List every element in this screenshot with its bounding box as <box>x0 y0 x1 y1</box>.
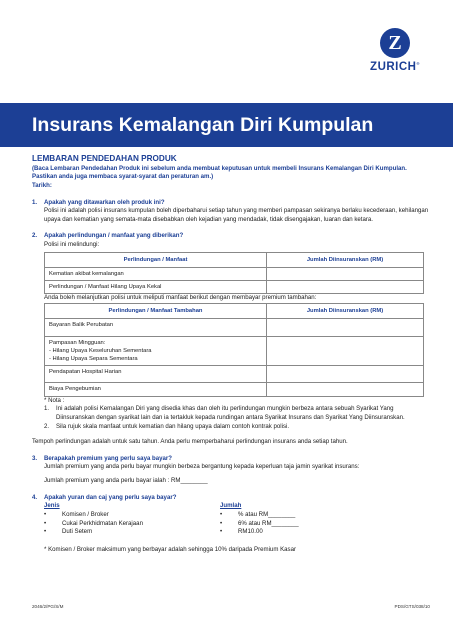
list-item: • RM10.00 <box>220 528 263 536</box>
table-row: Biaya Pengebumian <box>45 383 424 396</box>
optional-benefits-intro: Anda boleh melanjutkan polisi untuk meliputi manfaat berikut dengan membayar premium tambahan: <box>44 294 317 302</box>
table-row: Kematian akibat kemalangan <box>45 267 424 280</box>
zurich-logo-word: ZURICH® <box>370 61 420 73</box>
coverage-period: Tempoh perlindungan adalah untuk satu tahun. Anda perlu memperbaharui perlindungan insurans anda setiap tahun. <box>32 438 348 446</box>
question-1-answer: Polisi ini adalah polisi insurans kumpulan boleh diperbaharui setiap tahun yang memberi pampasan sekiranya berlaku kecederaan, kehilangan upaya dan kematian yang semata-mata disebabkan oleh kejadian yang mendadak, tidak disengajakan, luaran dan ketara. <box>44 207 429 223</box>
footer-code-left: 2046/2/PG/S/M <box>32 604 64 609</box>
table-row: Perlindungan / Manfaat Hilang Upaya Kekal <box>45 281 424 294</box>
footer-code-right: PDS/GTS/038/10 <box>394 604 430 609</box>
table-row: Pendapatan Hospital Harian <box>45 366 424 383</box>
title-banner: Insurans Kemalangan Diri Kumpulan <box>0 103 453 147</box>
question-3-answer: Jumlah premium yang anda perlu bayar mungkin berbeza bergantung kepada keperluan taja jamin syarikat insurans: <box>44 463 360 471</box>
question-3: 3. Berapakah premium yang perlu saya bayar? <box>32 454 173 462</box>
fees-col-type: Jenis <box>44 502 60 510</box>
note-item: 2. Sila rujuk skala manfaat untuk kematian dan hilang upaya dalam contoh kontrak polisi. <box>44 422 290 430</box>
zurich-logo <box>367 28 423 73</box>
table-header: Perlindungan / Manfaat Tambahan <box>45 304 267 319</box>
date-label: Tarikh: <box>32 181 52 189</box>
table-header: Jumlah Diinsuranskan (RM) <box>267 304 424 319</box>
question-4: 4. Apakah yuran dan caj yang perlu saya bayar? <box>32 493 177 501</box>
list-item: • Cukai Perkhidmatan Kerajaan <box>44 519 143 527</box>
optional-benefits-table <box>44 303 424 397</box>
question-2-sub: Polisi ini melindungi: <box>44 241 100 249</box>
table-row: Bayaran Balik Perubatan <box>45 319 424 336</box>
doc-heading: LEMBARAN PENDEDAHAN PRODUK <box>32 154 177 163</box>
benefits-table <box>44 252 424 295</box>
table-header: Perlindungan / Manfaat <box>45 252 267 267</box>
question-2: 2. Apakah perlindungan / manfaat yang diberikan? <box>32 232 184 240</box>
notes: * Nota : 1. Ini adalah polisi Kemalangan Diri yang disedia khas dan oleh itu perlindungan mungkin berbeza antara sebuah Syarikat Yang Diinsuranskan dengan syarikat lain dan ia tertakluk kepada rundingan antara Syarikat Insurans dan Syarikat Yang Diinsuranskan. 2. Sila rujuk skala manfaat untuk kematian dan hilang upaya dalam contoh kontrak polisi. <box>44 397 430 432</box>
fees-col-amount: Jumlah <box>220 502 242 510</box>
list-item: • Duti Setem <box>44 528 93 536</box>
fees-list <box>44 502 430 537</box>
intro-note: (Baca Lembaran Pendedahan Produk ini sebelum anda membuat keputusan untuk membeli Insurans Kemalangan Diri Kumpulan. Pastikan anda juga membaca syarat-syarat dan peraturan am.) <box>32 164 407 181</box>
list-item: • % atau RM________ <box>220 511 296 518</box>
document-body <box>32 153 430 555</box>
note-item: 1. Ini adalah polisi Kemalangan Diri yang disedia khas dan oleh itu perlindungan mungkin berbeza antara sebuah Syarikat Yang Diinsuranskan dengan syarikat lain dan ia tertakluk kepada rundingan antara Syarikat Insurans dan Syarikat Yang Diinsuranskan. <box>44 405 405 421</box>
list-item: • 6% atau RM________ <box>220 519 299 527</box>
commission-note: * Komisen / Broker maksimum yang berbayar adalah sehingga 10% daripada Premium Kasar <box>44 545 297 553</box>
table-row: Pampasan Mingguan: - Hilang Upaya Keseluruhan Sementara - Hilang Upaya Separa Sementara <box>45 336 424 366</box>
list-item: • Komisen / Broker <box>44 511 109 518</box>
table-header: Jumlah Diinsuranskan (RM) <box>267 252 424 267</box>
zurich-logo-icon: Z <box>380 28 410 58</box>
question-1: 1. Apakah yang ditawarkan oleh produk ini? <box>32 198 165 206</box>
premium-amount-line: Jumlah premium yang anda perlu bayar ialah : RM________ <box>44 477 208 485</box>
